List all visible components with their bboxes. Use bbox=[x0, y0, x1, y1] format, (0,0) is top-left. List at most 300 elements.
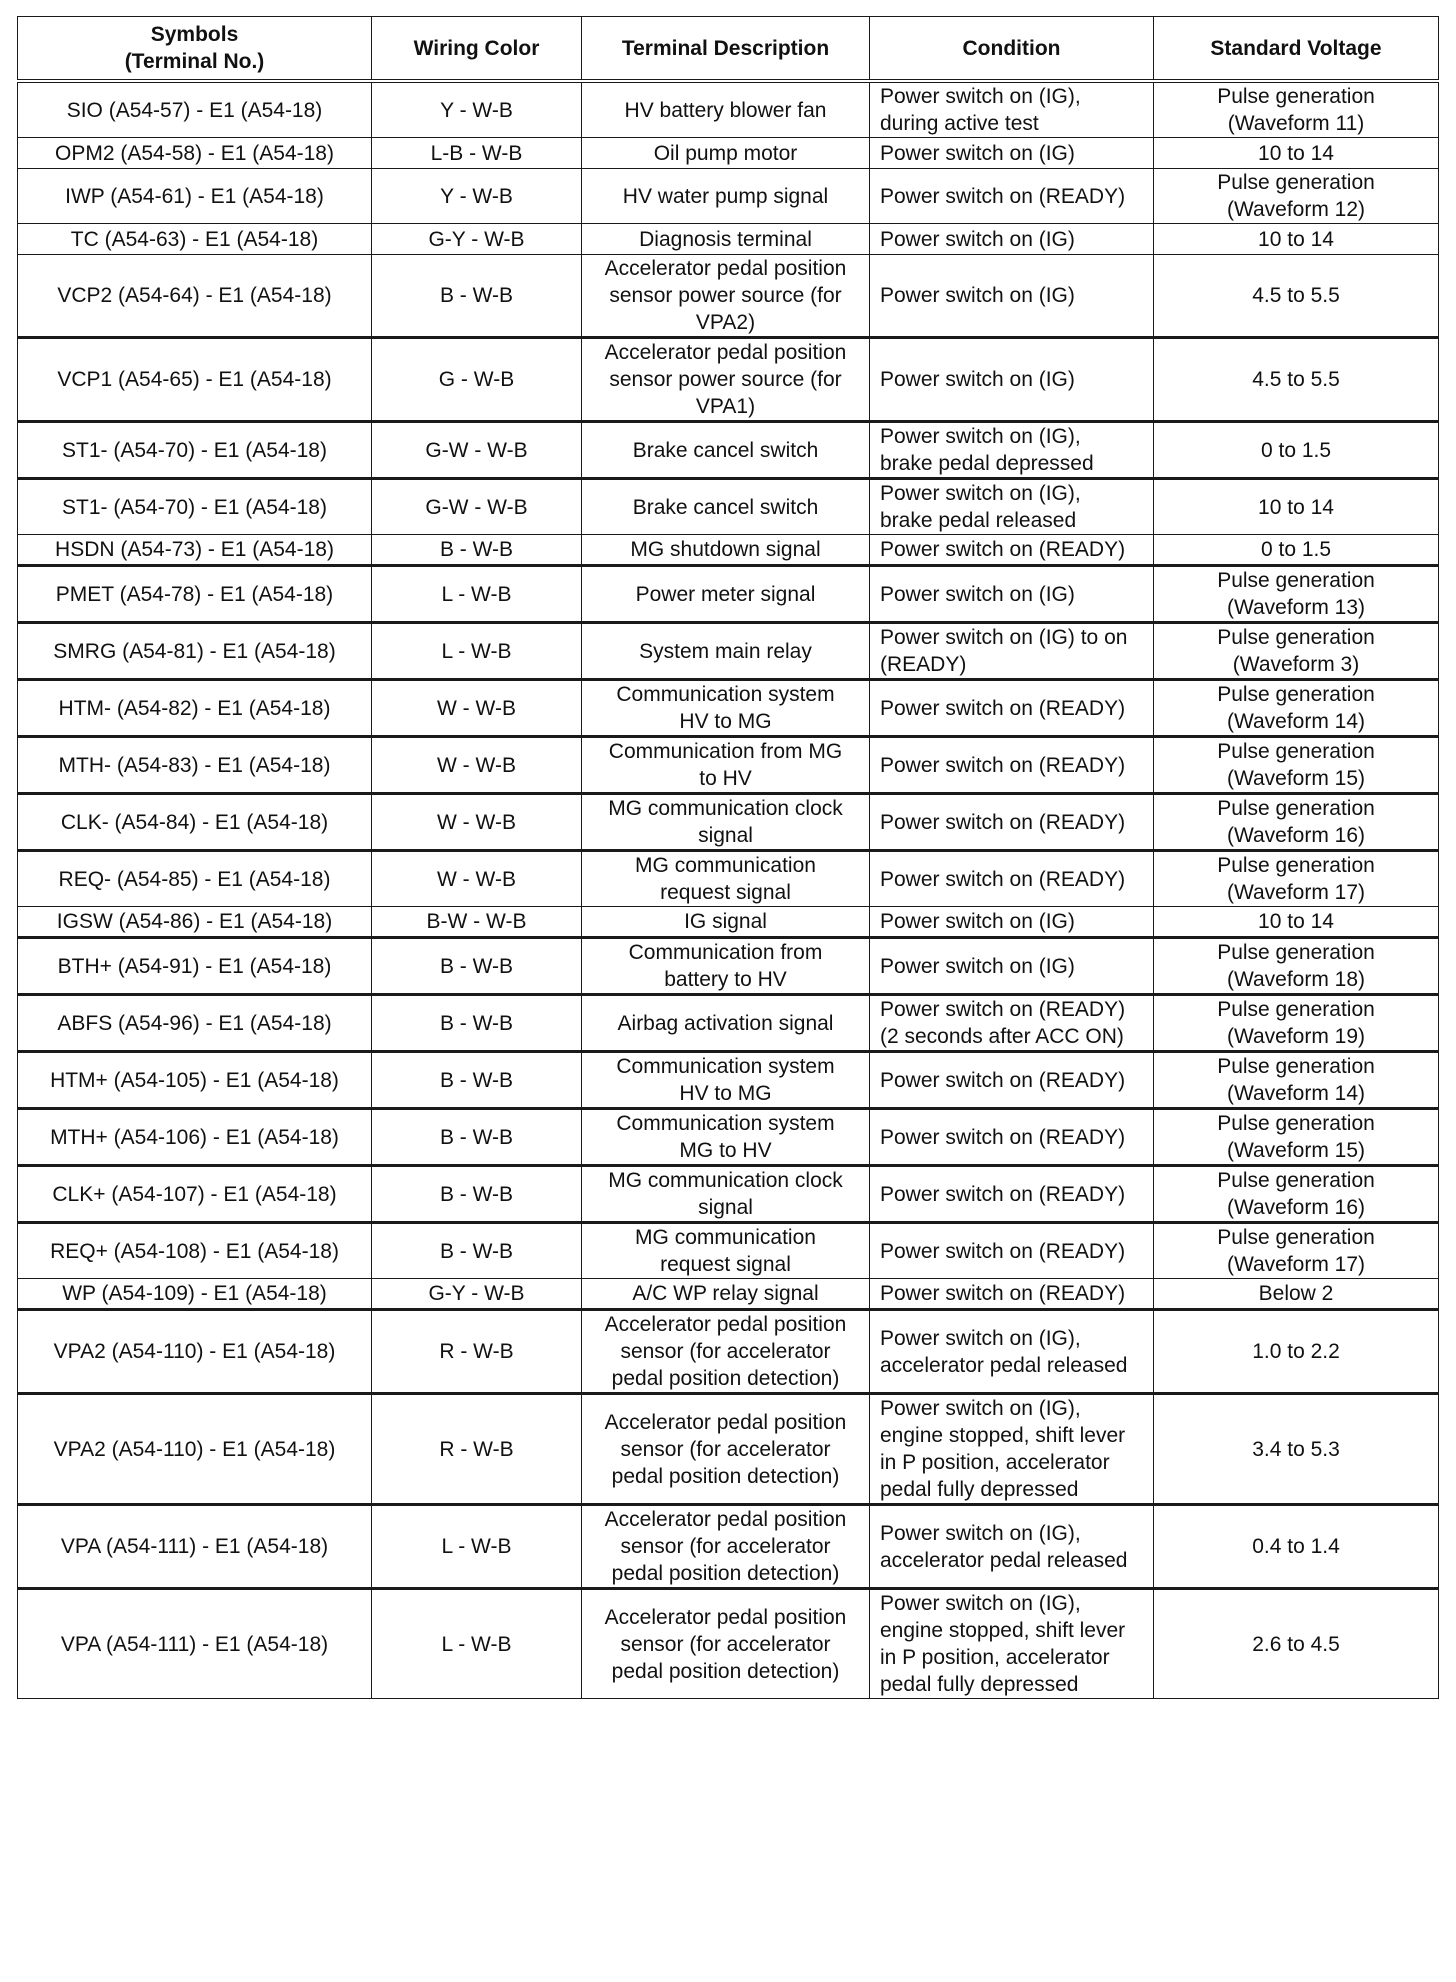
cell-text-line: Power switch on (IG) bbox=[880, 368, 1075, 391]
cell-text-line: Accelerator pedal position bbox=[604, 1410, 847, 1434]
cell-text-line: VPA (A54-111) - E1 (A54-18) bbox=[60, 1535, 329, 1558]
table-row bbox=[18, 255, 1439, 338]
cell-text-line: (Waveform 14) bbox=[1226, 1082, 1366, 1105]
header-terminal-description bbox=[582, 17, 870, 82]
cell-text-line: SMRG (A54-81) - E1 (A54-18) bbox=[53, 639, 336, 663]
cell-text-line: (Waveform 3) bbox=[1232, 653, 1360, 676]
cell-text-line: accelerator pedal released bbox=[880, 1353, 1128, 1377]
cell-text-line: (Waveform 16) bbox=[1226, 824, 1366, 847]
symbol-cell bbox=[18, 1223, 372, 1279]
wiring-color-cell bbox=[372, 737, 582, 794]
terminal-description-cell bbox=[582, 1279, 870, 1310]
cell-text-line: Pulse generation bbox=[1217, 85, 1375, 108]
cell-text-line: (Waveform 18) bbox=[1226, 968, 1366, 991]
wiring-color-cell bbox=[372, 1223, 582, 1279]
condition-cell bbox=[870, 1166, 1154, 1223]
cell-text-line: pedal position detection) bbox=[611, 1367, 840, 1390]
condition-cell bbox=[870, 851, 1154, 907]
cell-text-line: B - W-B bbox=[439, 1068, 514, 1092]
cell-text-line: 0 to 1.5 bbox=[1260, 538, 1332, 561]
condition-cell bbox=[870, 1109, 1154, 1166]
cell-text-line: sensor (for accelerator bbox=[620, 1437, 831, 1461]
cell-text-line: Brake cancel switch bbox=[632, 438, 819, 462]
cell-text-line: OPM2 (A54-58) - E1 (A54-18) bbox=[55, 141, 334, 165]
cell-text-line: Wiring Color bbox=[413, 36, 540, 60]
cell-text-line: Accelerator pedal position bbox=[604, 1508, 847, 1531]
cell-text-line: REQ- (A54-85) - E1 (A54-18) bbox=[58, 867, 331, 891]
terminal-description-cell bbox=[582, 422, 870, 479]
cell-text-line: Power switch on (READY) bbox=[880, 1125, 1126, 1149]
condition-cell bbox=[870, 1279, 1154, 1310]
condition-cell bbox=[870, 338, 1154, 422]
wiring-color-cell bbox=[372, 255, 582, 338]
header-standard-voltage bbox=[1154, 17, 1439, 82]
cell-text-line: (READY) bbox=[880, 653, 967, 676]
cell-text-line: B - W-B bbox=[439, 1011, 514, 1035]
cell-text-line: (Waveform 19) bbox=[1226, 1025, 1366, 1048]
cell-text-line: Power switch on (READY) bbox=[880, 1068, 1126, 1092]
cell-text-line: Brake cancel switch bbox=[632, 495, 819, 519]
cell-text-line: R - W-B bbox=[439, 1340, 514, 1363]
symbol-cell bbox=[18, 255, 372, 338]
wiring-color-cell bbox=[372, 794, 582, 851]
cell-text-line: Pulse generation bbox=[1217, 683, 1375, 706]
cell-text-line: B - W-B bbox=[439, 1182, 514, 1206]
standard-voltage-cell bbox=[1154, 1279, 1439, 1310]
table-row bbox=[18, 535, 1439, 566]
cell-text-line: during active test bbox=[880, 112, 1039, 135]
cell-text-line: B-W - W-B bbox=[426, 910, 527, 933]
cell-text-line: Accelerator pedal position bbox=[604, 1605, 847, 1629]
cell-text-line: ST1- (A54-70) - E1 (A54-18) bbox=[62, 495, 327, 519]
cell-text-line: ABFS (A54-96) - E1 (A54-18) bbox=[57, 1011, 332, 1035]
symbol-cell bbox=[18, 338, 372, 422]
cell-text-line: BTH+ (A54-91) - E1 (A54-18) bbox=[57, 954, 332, 978]
standard-voltage-cell bbox=[1154, 1223, 1439, 1279]
symbol-cell bbox=[18, 1310, 372, 1394]
cell-text-line: B - W-B bbox=[439, 1125, 514, 1149]
cell-text-line: Power switch on (READY) bbox=[880, 1282, 1126, 1305]
cell-text-line: CLK- (A54-84) - E1 (A54-18) bbox=[60, 810, 329, 834]
wiring-color-cell bbox=[372, 169, 582, 224]
cell-text-line: VPA2 (A54-110) - E1 (A54-18) bbox=[53, 1340, 336, 1363]
cell-text-line: Accelerator pedal position bbox=[604, 257, 847, 280]
symbol-cell bbox=[18, 1589, 372, 1699]
cell-text-line: CLK+ (A54-107) - E1 (A54-18) bbox=[52, 1182, 337, 1206]
standard-voltage-cell bbox=[1154, 737, 1439, 794]
condition-cell bbox=[870, 169, 1154, 224]
terminal-description-cell bbox=[582, 479, 870, 535]
cell-text-line: HV water pump signal bbox=[622, 184, 829, 208]
cell-text-line: IG signal bbox=[684, 910, 767, 933]
cell-text-line: (Waveform 15) bbox=[1226, 1139, 1366, 1162]
cell-text-line: Communication system bbox=[616, 683, 835, 706]
terminal-description-cell bbox=[582, 1109, 870, 1166]
table-row bbox=[18, 680, 1439, 737]
condition-cell bbox=[870, 566, 1154, 623]
terminal-description-cell bbox=[582, 1166, 870, 1223]
condition-cell bbox=[870, 138, 1154, 169]
cell-text-line: Pulse generation bbox=[1217, 1055, 1375, 1078]
table-row bbox=[18, 995, 1439, 1052]
cell-text-line: pedal fully depressed bbox=[880, 1673, 1079, 1696]
cell-text-line: in P position, accelerator bbox=[880, 1451, 1110, 1474]
cell-text-line: Power switch on (IG) bbox=[880, 910, 1075, 933]
wiring-color-cell bbox=[372, 338, 582, 422]
symbol-cell bbox=[18, 907, 372, 938]
header-wiring-color bbox=[372, 17, 582, 82]
cell-text-line: G-W - W-B bbox=[425, 438, 528, 462]
wiring-color-cell bbox=[372, 81, 582, 138]
table-row bbox=[18, 1279, 1439, 1310]
condition-cell bbox=[870, 224, 1154, 255]
cell-text-line: pedal position detection) bbox=[611, 1464, 840, 1488]
standard-voltage-cell bbox=[1154, 1052, 1439, 1109]
cell-text-line: Power switch on (IG) bbox=[880, 954, 1075, 978]
cell-text-line: Communication from MG bbox=[608, 740, 843, 763]
cell-text-line: VPA2) bbox=[695, 311, 756, 334]
cell-text-line: signal bbox=[698, 1196, 753, 1219]
cell-text-line: to HV bbox=[699, 767, 752, 790]
condition-cell bbox=[870, 1223, 1154, 1279]
terminal-description-cell bbox=[582, 338, 870, 422]
cell-text-line: sensor power source (for bbox=[609, 284, 842, 307]
terminal-description-cell bbox=[582, 138, 870, 169]
terminal-description-cell bbox=[582, 907, 870, 938]
condition-cell bbox=[870, 907, 1154, 938]
cell-text-line: Pulse generation bbox=[1217, 1112, 1375, 1135]
condition-cell bbox=[870, 535, 1154, 566]
table-header bbox=[18, 17, 1439, 82]
symbol-cell bbox=[18, 680, 372, 737]
cell-text-line: REQ+ (A54-108) - E1 (A54-18) bbox=[50, 1239, 339, 1263]
cell-text-line: MG communication clock bbox=[608, 797, 843, 820]
standard-voltage-cell bbox=[1154, 851, 1439, 907]
wiring-color-cell bbox=[372, 1052, 582, 1109]
terminal-description-cell bbox=[582, 794, 870, 851]
wiring-color-cell bbox=[372, 1109, 582, 1166]
cell-text-line: SIO (A54-57) - E1 (A54-18) bbox=[66, 98, 323, 122]
condition-cell bbox=[870, 479, 1154, 535]
cell-text-line: IWP (A54-61) - E1 (A54-18) bbox=[65, 184, 324, 208]
cell-text-line: Power meter signal bbox=[635, 582, 816, 606]
standard-voltage-cell bbox=[1154, 422, 1439, 479]
cell-text-line: Power switch on (READY) bbox=[880, 998, 1126, 1021]
cell-text-line: Airbag activation signal bbox=[617, 1011, 834, 1035]
cell-text-line: Power switch on (READY) bbox=[880, 696, 1126, 720]
cell-text-line: G - W-B bbox=[438, 368, 515, 391]
standard-voltage-cell bbox=[1154, 138, 1439, 169]
cell-text-line: Pulse generation bbox=[1217, 569, 1375, 592]
symbol-cell bbox=[18, 566, 372, 623]
table-row bbox=[18, 1394, 1439, 1505]
cell-text-line: Pulse generation bbox=[1217, 1226, 1375, 1249]
cell-text-line: B - W-B bbox=[439, 1239, 514, 1263]
symbol-cell bbox=[18, 1505, 372, 1589]
condition-cell bbox=[870, 1052, 1154, 1109]
terminal-description-cell bbox=[582, 680, 870, 737]
cell-text-line: Pulse generation bbox=[1217, 998, 1375, 1021]
cell-text-line: 3.4 to 5.3 bbox=[1252, 1437, 1340, 1461]
symbol-cell bbox=[18, 995, 372, 1052]
cell-text-line: Power switch on (IG) bbox=[880, 284, 1075, 307]
symbol-cell bbox=[18, 224, 372, 255]
standard-voltage-cell bbox=[1154, 1109, 1439, 1166]
cell-text-line: Pulse generation bbox=[1217, 1169, 1375, 1192]
cell-text-line: MG to HV bbox=[679, 1139, 772, 1162]
condition-cell bbox=[870, 81, 1154, 138]
table-row bbox=[18, 1589, 1439, 1699]
cell-text-line: engine stopped, shift lever bbox=[880, 1619, 1126, 1642]
symbol-cell bbox=[18, 1109, 372, 1166]
cell-text-line: pedal position detection) bbox=[611, 1562, 840, 1585]
cell-text-line: Symbols bbox=[150, 23, 239, 46]
standard-voltage-cell bbox=[1154, 907, 1439, 938]
cell-text-line: 10 to 14 bbox=[1258, 495, 1334, 519]
cell-text-line: System main relay bbox=[639, 639, 812, 663]
cell-text-line: brake pedal depressed bbox=[880, 452, 1094, 475]
symbol-cell bbox=[18, 81, 372, 138]
cell-text-line: 10 to 14 bbox=[1258, 910, 1334, 933]
terminal-description-cell bbox=[582, 938, 870, 995]
cell-text-line: VPA2 (A54-110) - E1 (A54-18) bbox=[53, 1437, 336, 1461]
table-row bbox=[18, 938, 1439, 995]
terminal-description-cell bbox=[582, 623, 870, 680]
wiring-color-cell bbox=[372, 1279, 582, 1310]
standard-voltage-cell bbox=[1154, 1310, 1439, 1394]
cell-text-line: L - W-B bbox=[441, 1535, 512, 1558]
table-row bbox=[18, 1052, 1439, 1109]
table-row bbox=[18, 566, 1439, 623]
cell-text-line: HV battery blower fan bbox=[624, 98, 827, 122]
cell-text-line: W - W-B bbox=[437, 753, 516, 777]
header-row bbox=[18, 17, 1439, 82]
symbol-cell bbox=[18, 169, 372, 224]
standard-voltage-cell bbox=[1154, 1589, 1439, 1699]
cell-text-line: 1.0 to 2.2 bbox=[1252, 1340, 1340, 1363]
cell-text-line: Power switch on (READY) bbox=[880, 1182, 1126, 1206]
condition-cell bbox=[870, 1310, 1154, 1394]
condition-cell bbox=[870, 995, 1154, 1052]
condition-cell bbox=[870, 255, 1154, 338]
cell-text-line: MTH- (A54-83) - E1 (A54-18) bbox=[58, 753, 331, 777]
symbol-cell bbox=[18, 851, 372, 907]
cell-text-line: request signal bbox=[660, 1253, 791, 1276]
cell-text-line: G-Y - W-B bbox=[428, 227, 525, 251]
cell-text-line: Power switch on (READY) bbox=[880, 810, 1126, 834]
cell-text-line: Power switch on (IG) bbox=[880, 227, 1075, 251]
terminal-description-cell bbox=[582, 1394, 870, 1505]
symbol-cell bbox=[18, 1279, 372, 1310]
symbol-cell bbox=[18, 535, 372, 566]
condition-cell bbox=[870, 1589, 1154, 1699]
cell-text-line: (Waveform 14) bbox=[1226, 710, 1366, 733]
table-row bbox=[18, 81, 1439, 138]
wiring-color-cell bbox=[372, 1505, 582, 1589]
cell-text-line: sensor (for accelerator bbox=[620, 1340, 831, 1363]
table-row bbox=[18, 1166, 1439, 1223]
cell-text-line: (Waveform 12) bbox=[1226, 198, 1366, 221]
standard-voltage-cell bbox=[1154, 338, 1439, 422]
cell-text-line: brake pedal released bbox=[880, 509, 1077, 532]
standard-voltage-cell bbox=[1154, 623, 1439, 680]
standard-voltage-cell bbox=[1154, 794, 1439, 851]
condition-cell bbox=[870, 794, 1154, 851]
standard-voltage-cell bbox=[1154, 566, 1439, 623]
cell-text-line: request signal bbox=[660, 881, 791, 904]
symbol-cell bbox=[18, 737, 372, 794]
terminal-voltage-table bbox=[17, 16, 1439, 1699]
table-row bbox=[18, 169, 1439, 224]
cell-text-line: Power switch on (READY) bbox=[880, 753, 1126, 777]
cell-text-line: Power switch on (READY) bbox=[880, 867, 1126, 891]
symbol-cell bbox=[18, 479, 372, 535]
cell-text-line: VPA (A54-111) - E1 (A54-18) bbox=[60, 1632, 329, 1656]
cell-text-line: B - W-B bbox=[439, 954, 514, 978]
standard-voltage-cell bbox=[1154, 938, 1439, 995]
cell-text-line: accelerator pedal released bbox=[880, 1548, 1128, 1572]
table-row bbox=[18, 1109, 1439, 1166]
condition-cell bbox=[870, 680, 1154, 737]
symbol-cell bbox=[18, 138, 372, 169]
cell-text-line: Y - W-B bbox=[440, 184, 513, 208]
cell-text-line: MG shutdown signal bbox=[630, 538, 821, 561]
cell-text-line: ST1- (A54-70) - E1 (A54-18) bbox=[62, 438, 327, 462]
cell-text-line: Below 2 bbox=[1258, 1282, 1334, 1305]
terminal-description-cell bbox=[582, 1505, 870, 1589]
cell-text-line: Power switch on (IG) bbox=[880, 141, 1075, 165]
terminal-description-cell bbox=[582, 566, 870, 623]
cell-text-line: MTH+ (A54-106) - E1 (A54-18) bbox=[50, 1125, 339, 1149]
cell-text-line: MG communication bbox=[635, 1226, 816, 1249]
condition-cell bbox=[870, 623, 1154, 680]
wiring-color-cell bbox=[372, 479, 582, 535]
standard-voltage-cell bbox=[1154, 680, 1439, 737]
standard-voltage-cell bbox=[1154, 1394, 1439, 1505]
terminal-description-cell bbox=[582, 1589, 870, 1699]
cell-text-line: R - W-B bbox=[439, 1437, 514, 1461]
table-row bbox=[18, 422, 1439, 479]
cell-text-line: Communication system bbox=[616, 1055, 835, 1078]
cell-text-line: Accelerator pedal position bbox=[604, 1313, 847, 1336]
cell-text-line: VPA1) bbox=[695, 395, 756, 418]
wiring-color-cell bbox=[372, 623, 582, 680]
cell-text-line: (Waveform 11) bbox=[1227, 112, 1365, 135]
cell-text-line: 0.4 to 1.4 bbox=[1252, 1535, 1340, 1558]
cell-text-line: (2 seconds after ACC ON) bbox=[880, 1025, 1124, 1048]
table-row bbox=[18, 907, 1439, 938]
table-body bbox=[18, 81, 1439, 1699]
standard-voltage-cell bbox=[1154, 81, 1439, 138]
cell-text-line: PMET (A54-78) - E1 (A54-18) bbox=[55, 582, 334, 606]
standard-voltage-cell bbox=[1154, 995, 1439, 1052]
wiring-color-cell bbox=[372, 138, 582, 169]
cell-text-line: B - W-B bbox=[439, 284, 514, 307]
standard-voltage-cell bbox=[1154, 255, 1439, 338]
cell-text-line: HV to MG bbox=[679, 1082, 772, 1105]
cell-text-line: WP (A54-109) - E1 (A54-18) bbox=[62, 1282, 327, 1305]
cell-text-line: Oil pump motor bbox=[653, 141, 798, 165]
cell-text-line: W - W-B bbox=[437, 867, 516, 891]
wiring-color-cell bbox=[372, 566, 582, 623]
cell-text-line: (Waveform 16) bbox=[1226, 1196, 1366, 1219]
cell-text-line: Accelerator pedal position bbox=[604, 341, 847, 364]
cell-text-line: A/C WP relay signal bbox=[632, 1282, 819, 1305]
standard-voltage-cell bbox=[1154, 1505, 1439, 1589]
symbol-cell bbox=[18, 422, 372, 479]
cell-text-line: Power switch on (IG), bbox=[880, 1326, 1081, 1350]
wiring-color-cell bbox=[372, 680, 582, 737]
standard-voltage-cell bbox=[1154, 1166, 1439, 1223]
cell-text-line: Y - W-B bbox=[440, 98, 513, 122]
table-row bbox=[18, 479, 1439, 535]
cell-text-line: Condition bbox=[962, 36, 1061, 60]
condition-cell bbox=[870, 1505, 1154, 1589]
cell-text-line: Power switch on (IG), bbox=[880, 1397, 1081, 1420]
cell-text-line: L - W-B bbox=[441, 639, 512, 663]
condition-cell bbox=[870, 422, 1154, 479]
cell-text-line: 0 to 1.5 bbox=[1260, 438, 1332, 462]
cell-text-line: 2.6 to 4.5 bbox=[1252, 1632, 1340, 1656]
condition-cell bbox=[870, 737, 1154, 794]
wiring-color-cell bbox=[372, 1166, 582, 1223]
header-condition bbox=[870, 17, 1154, 82]
wiring-color-cell bbox=[372, 1310, 582, 1394]
wiring-color-cell bbox=[372, 224, 582, 255]
cell-text-line: 4.5 to 5.5 bbox=[1252, 284, 1340, 307]
cell-text-line: Power switch on (IG) to on bbox=[880, 626, 1128, 649]
cell-text-line: Communication system bbox=[616, 1112, 835, 1135]
cell-text-line: L - W-B bbox=[441, 582, 512, 606]
cell-text-line: HSDN (A54-73) - E1 (A54-18) bbox=[55, 538, 334, 561]
symbol-cell bbox=[18, 1166, 372, 1223]
terminal-voltage-table-page bbox=[17, 16, 1438, 1699]
wiring-color-cell bbox=[372, 535, 582, 566]
terminal-description-cell bbox=[582, 535, 870, 566]
condition-cell bbox=[870, 938, 1154, 995]
cell-text-line: Power switch on (READY) bbox=[880, 184, 1126, 208]
cell-text-line: battery to HV bbox=[664, 968, 787, 991]
table-row bbox=[18, 138, 1439, 169]
symbol-cell bbox=[18, 794, 372, 851]
cell-text-line: Power switch on (IG), bbox=[880, 482, 1081, 505]
cell-text-line: Pulse generation bbox=[1217, 797, 1375, 820]
table-row bbox=[18, 623, 1439, 680]
table-row bbox=[18, 338, 1439, 422]
cell-text-line: Power switch on (IG), bbox=[880, 1592, 1081, 1615]
cell-text-line: Power switch on (IG), bbox=[880, 1521, 1081, 1545]
standard-voltage-cell bbox=[1154, 169, 1439, 224]
wiring-color-cell bbox=[372, 1394, 582, 1505]
cell-text-line: (Waveform 17) bbox=[1226, 881, 1366, 904]
terminal-description-cell bbox=[582, 169, 870, 224]
wiring-color-cell bbox=[372, 907, 582, 938]
cell-text-line: pedal fully depressed bbox=[880, 1478, 1079, 1501]
wiring-color-cell bbox=[372, 1589, 582, 1699]
cell-text-line: (Waveform 17) bbox=[1226, 1253, 1366, 1276]
table-row bbox=[18, 737, 1439, 794]
cell-text-line: G-Y - W-B bbox=[428, 1282, 525, 1305]
cell-text-line: Pulse generation bbox=[1217, 626, 1375, 649]
symbol-cell bbox=[18, 938, 372, 995]
cell-text-line: B - W-B bbox=[439, 538, 514, 561]
standard-voltage-cell bbox=[1154, 479, 1439, 535]
cell-text-line: MG communication bbox=[635, 854, 816, 877]
standard-voltage-cell bbox=[1154, 224, 1439, 255]
symbol-cell bbox=[18, 1394, 372, 1505]
cell-text-line: sensor power source (for bbox=[609, 368, 842, 391]
cell-text-line: sensor (for accelerator bbox=[620, 1535, 831, 1558]
